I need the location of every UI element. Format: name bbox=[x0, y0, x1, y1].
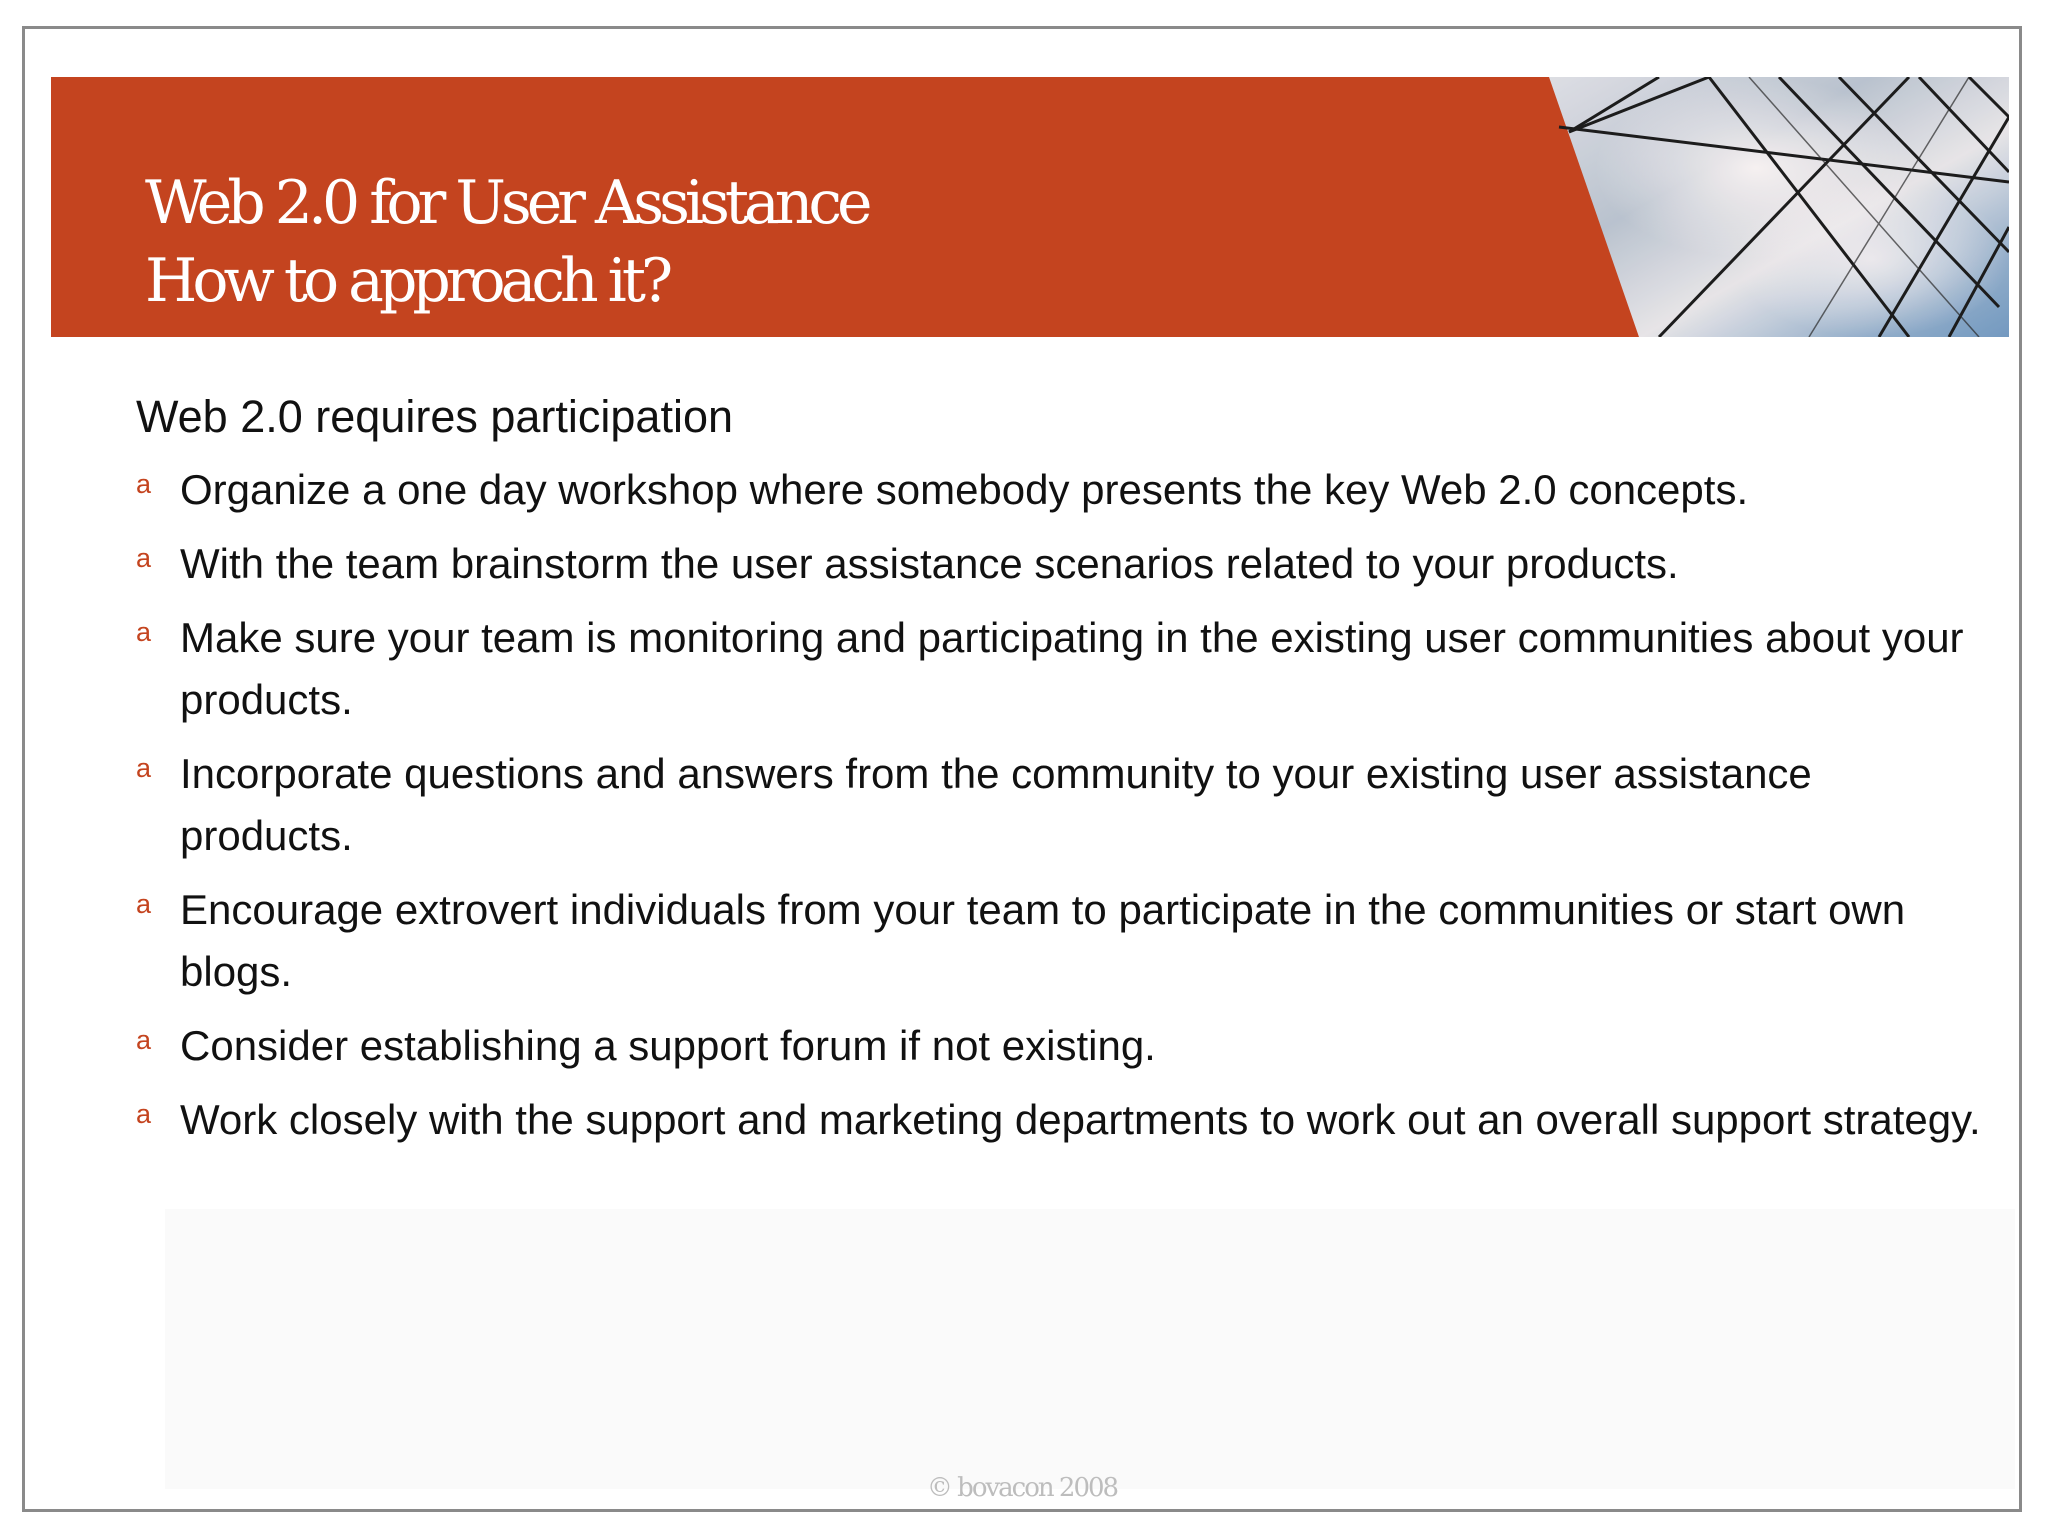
bullet-text: Consider establishing a support forum if not existing. bbox=[180, 1022, 1156, 1069]
title-banner bbox=[51, 77, 2009, 337]
bullet-text: Incorporate questions and answers from the community to your existing user assistance products. bbox=[180, 750, 1812, 859]
bullet-item bbox=[136, 1015, 1996, 1077]
bullet-text: Work closely with the support and marketing departments to work out an overall support strategy. bbox=[180, 1096, 1981, 1143]
bullet-list bbox=[136, 459, 1996, 1151]
slide bbox=[22, 26, 2022, 1512]
bullet-marker-icon: a bbox=[136, 889, 152, 919]
bullet-item bbox=[136, 607, 1996, 731]
copyright-footer: © bovacon 2008 bbox=[926, 1473, 1118, 1503]
bullet-item bbox=[136, 459, 1996, 521]
bullet-marker-icon: a bbox=[136, 753, 152, 783]
bullet-item bbox=[136, 533, 1996, 595]
bullet-text: With the team brainstorm the user assistance scenarios related to your products. bbox=[180, 540, 1679, 587]
bullet-marker-icon: a bbox=[136, 469, 152, 499]
bullet-marker-icon: a bbox=[136, 617, 152, 647]
bullet-marker-icon: a bbox=[136, 543, 152, 573]
bullet-text: Encourage extrovert individuals from your team to participate in the communities or start own blogs. bbox=[180, 886, 1906, 995]
section-heading: Web 2.0 requires participation bbox=[136, 391, 733, 442]
slide-body bbox=[136, 387, 1996, 1163]
bullet-text: Make sure your team is monitoring and participating in the existing user communities about your products. bbox=[180, 614, 1964, 723]
bullet-item bbox=[136, 879, 1996, 1003]
bullet-text: Organize a one day workshop where somebody presents the key Web 2.0 concepts. bbox=[180, 466, 1749, 513]
glass-building-image bbox=[1549, 77, 2009, 337]
bullet-marker-icon: a bbox=[136, 1025, 152, 1055]
slide-subtitle: How to approach it? bbox=[145, 246, 669, 316]
slide-title: Web 2.0 for User Assistance bbox=[145, 168, 868, 238]
bullet-marker-icon: a bbox=[136, 1099, 152, 1129]
background-panel bbox=[165, 1209, 2015, 1489]
bullet-item bbox=[136, 743, 1996, 867]
bullet-item bbox=[136, 1089, 1996, 1151]
